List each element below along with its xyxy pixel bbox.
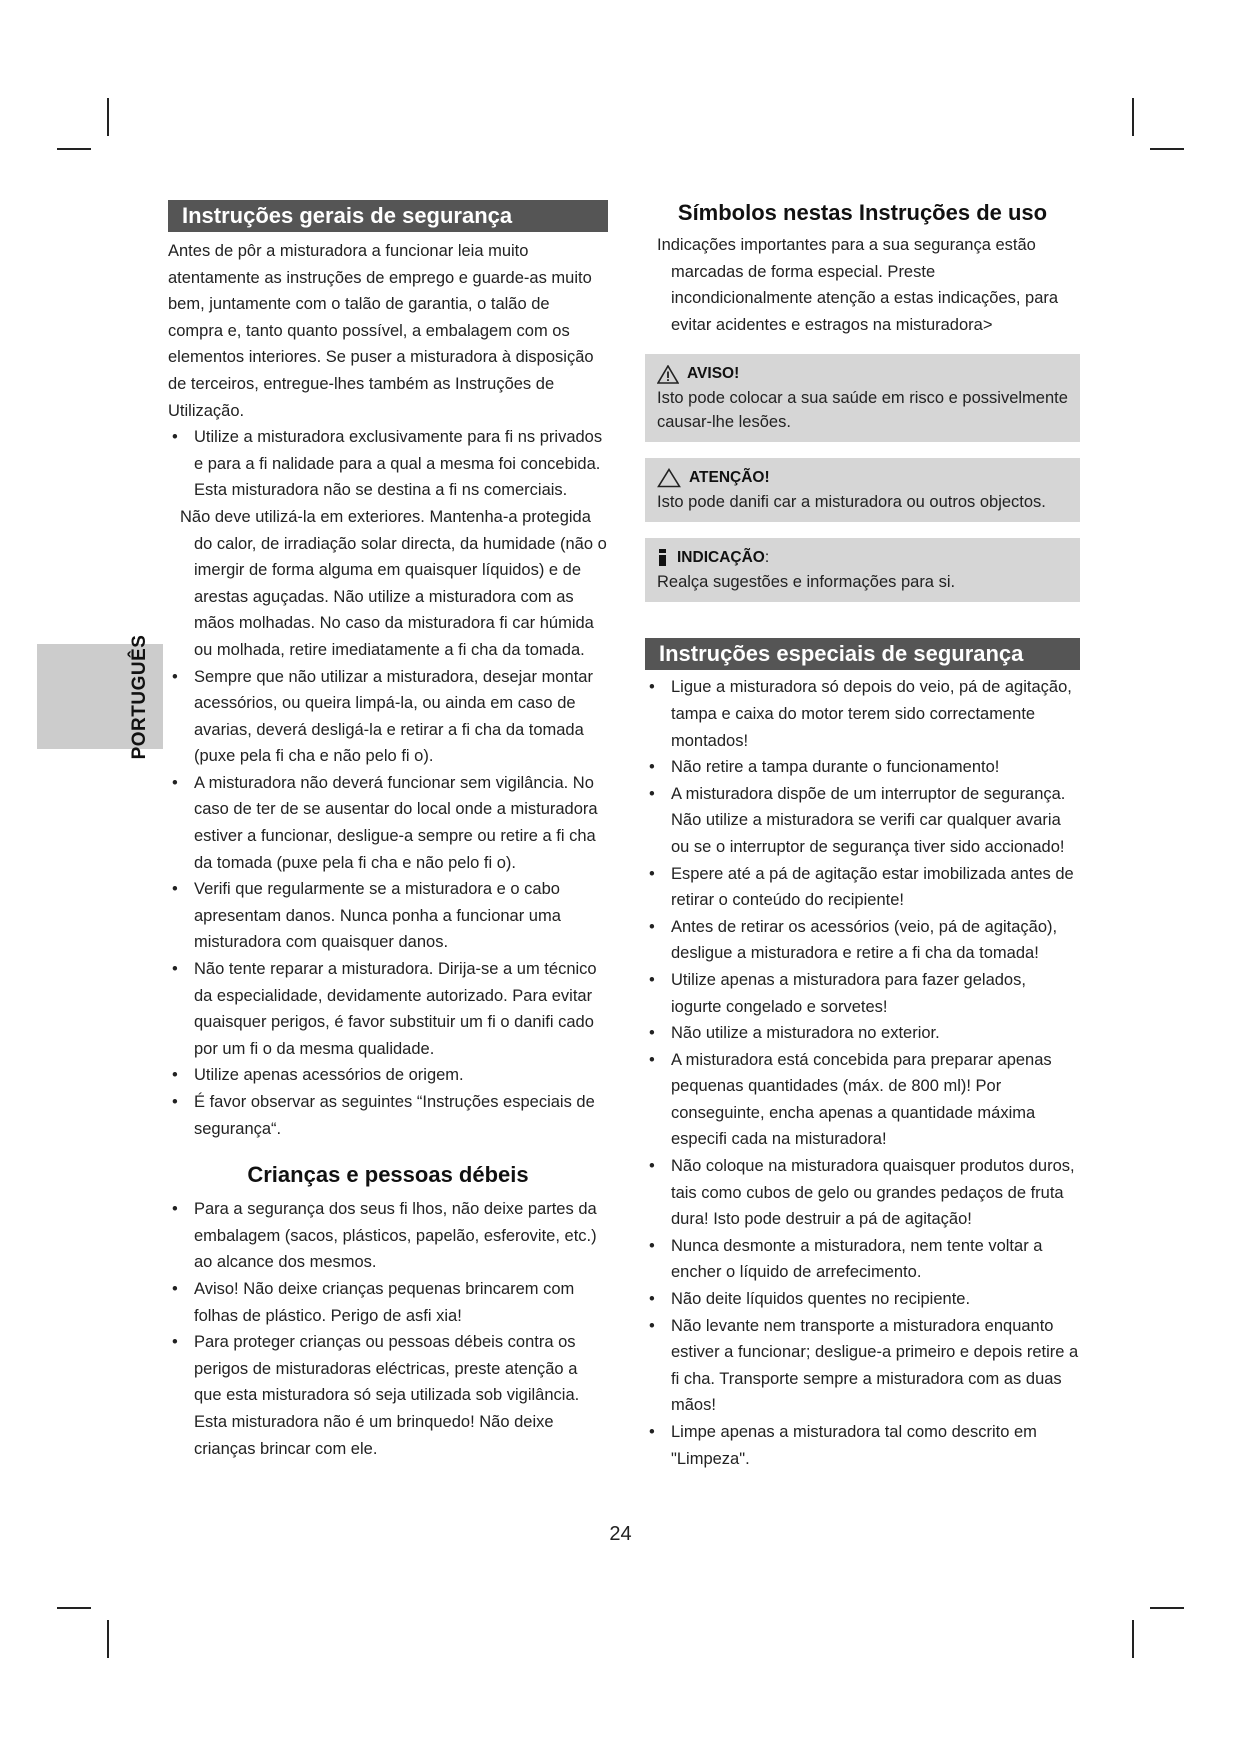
list-item: • Não utilize a misturadora no exterior. bbox=[645, 1020, 1080, 1047]
general-safety-heading: Instruções gerais de segurança bbox=[168, 200, 608, 232]
list-item: • Limpe apenas a misturadora tal como descrito em "Limpeza". bbox=[645, 1419, 1080, 1472]
list-item: • Sempre que não utilizar a misturadora, desejar montar acessórios, ou queira limpá-la, ou ainda em caso de avarias, deverá desligá-la e retirar a fi cha da tomada (puxe pela fi cha e não pelo fi o). bbox=[168, 664, 608, 770]
symbols-heading: Símbolos nestas Instruções de uso bbox=[677, 200, 1048, 225]
list-item: • Aviso! Não deixe crianças pequenas brincarem com folhas de plástico. Perigo de asfi xia! bbox=[168, 1276, 608, 1329]
crop-mark bbox=[57, 148, 91, 150]
list-item: • Espere até a pá de agitação estar imobilizada antes de retirar o conteúdo do recipiente! bbox=[645, 861, 1080, 914]
list-item: • Utilize a misturadora exclusivamente para fi ns privados e para a fi nalidade para a qual a mesma foi concebida. Esta misturadora não se destina a fi ns comerciais. bbox=[168, 424, 608, 504]
caution-title: ATENÇÃO! bbox=[689, 469, 770, 487]
caution-box bbox=[645, 458, 1080, 522]
general-bullets-a bbox=[168, 424, 608, 504]
left-column bbox=[168, 200, 608, 1462]
info-icon bbox=[657, 548, 669, 568]
list-item: • A misturadora não deverá funcionar sem vigilância. No caso de ter de se ausentar do local onde a misturadora estiver a funcionar, desligue-a sempre ou retire a fi cha da tomada (puxe pela fi cha e não pelo fi o). bbox=[168, 770, 608, 876]
crop-mark bbox=[1150, 148, 1184, 150]
list-item: • Antes de retirar os acessórios (veio, pá de agitação), desligue a misturadora e retire a fi cha da tomada! bbox=[645, 914, 1080, 967]
caution-title-row bbox=[657, 466, 1068, 490]
list-item: • Utilize apenas acessórios de origem. bbox=[168, 1062, 608, 1089]
info-title-row bbox=[657, 546, 1068, 570]
children-heading: Crianças e pessoas débeis bbox=[247, 1162, 529, 1188]
crop-mark bbox=[1150, 1607, 1184, 1609]
list-item: • Não retire a tampa durante o funcionamento! bbox=[645, 754, 1080, 781]
general-bullets-b bbox=[168, 664, 608, 1143]
special-bullets bbox=[645, 674, 1080, 1472]
list-item: • Utilize apenas a misturadora para fazer gelados, iogurte congelado e sorvetes! bbox=[645, 967, 1080, 1020]
general-paragraph: Não deve utilizá-la em exteriores. Mantenha-a protegida do calor, de irradiação solar directa, da humidade (não o imergir de forma alguma em quaisquer líquidos) e de arestas aguçadas. Não utilize a misturadora com as mãos molhadas. No caso da misturadora fi car húmida ou molhada, retire imediatamente a fi cha da tomada. bbox=[180, 507, 607, 659]
language-tab-label: PORTUGUÊS bbox=[129, 634, 150, 760]
list-item: • A misturadora dispõe de um interruptor de segurança. Não utilize a misturadora se verifi car qualquer avaria ou se o interruptor de segurança tiver sido accionado! bbox=[645, 781, 1080, 861]
info-text: Realça sugestões e informações para si. bbox=[657, 573, 956, 592]
list-item: • Não deite líquidos quentes no recipiente. bbox=[645, 1286, 1080, 1313]
crop-mark bbox=[107, 98, 109, 136]
list-item: • Verifi que regularmente se a misturadora e o cabo apresentam danos. Nunca ponha a funcionar uma misturadora com quaisquer danos. bbox=[168, 876, 608, 956]
list-item: • É favor observar as seguintes “Instruções especiais de segurança“. bbox=[168, 1089, 608, 1142]
list-item: • A misturadora está concebida para preparar apenas pequenas quantidades (máx. de 800 ml)! Por conseguinte, encha apenas a quantidade máxima especifi cada na misturadora! bbox=[645, 1047, 1080, 1153]
list-item: • Não coloque na misturadora quaisquer produtos duros, tais como cubos de gelo ou grandes pedaços de fruta dura! Isto pode destruir a pá de agitação! bbox=[645, 1153, 1080, 1233]
page-number: 24 bbox=[609, 1523, 632, 1545]
list-item: • Nunca desmonte a misturadora, nem tente voltar a encher o líquido de arrefecimento. bbox=[645, 1233, 1080, 1286]
list-item: • Ligue a misturadora só depois do veio, pá de agitação, tampa e caixa do motor terem sido correctamente montados! bbox=[645, 674, 1080, 754]
right-column bbox=[645, 200, 1080, 1472]
crop-mark bbox=[107, 1620, 109, 1658]
list-item: • Para proteger crianças ou pessoas débeis contra os perigos de misturadoras eléctricas, preste atenção a que esta misturadora só seja utilizada sob vigilância. Esta misturadora não é um brinquedo! Não deixe crianças brincar com ele. bbox=[168, 1329, 608, 1462]
warning-title: AVISO! bbox=[687, 365, 740, 383]
list-item: • Não tente reparar a misturadora. Dirija-se a um técnico da especialidade, devidamente autorizado. Para evitar quaisquer perigos, é favor substituir um fi o danifi cado por um fi o da mesma qualidade. bbox=[168, 956, 608, 1062]
warning-triangle-icon bbox=[657, 365, 679, 384]
warning-title-row bbox=[657, 362, 1068, 386]
warning-box bbox=[645, 354, 1080, 442]
list-item: • Para a segurança dos seus fi lhos, não deixe partes da embalagem (sacos, plásticos, papelão, esferovite, etc.) ao alcance dos mesmos. bbox=[168, 1196, 608, 1276]
info-title: INDICAÇÃO: bbox=[677, 549, 770, 567]
children-bullets bbox=[168, 1196, 608, 1462]
crop-mark bbox=[57, 1607, 91, 1609]
crop-mark bbox=[1132, 98, 1134, 136]
special-safety-heading: Instruções especiais de segurança bbox=[645, 638, 1080, 670]
caution-triangle-icon bbox=[657, 468, 681, 488]
warning-text: Isto pode colocar a sua saúde em risco e possivelmente causar-lhe lesões. bbox=[657, 389, 1068, 432]
general-intro: Antes de pôr a misturadora a funcionar leia muito atentamente as instruções de emprego e guarde-as muito bem, juntamente com o talão de garantia, o talão de compra e, tanto quanto possível, a embalagem com os elementos interiores. Se puser a misturadora à disposição de terceiros, entregue-lhes também as Instruções de Utilização. bbox=[168, 242, 594, 420]
info-box bbox=[645, 538, 1080, 602]
symbols-intro: Indicações importantes para a sua segurança estão marcadas de forma especial. Preste incondicionalmente atenção a estas indicações, para evitar acidentes e estragos na misturadora> bbox=[657, 236, 1059, 334]
crop-mark bbox=[1132, 1620, 1134, 1658]
list-item: • Não levante nem transporte a misturadora enquanto estiver a funcionar; desligue-a primeiro e depois retire a fi cha. Transporte sempre a misturadora com as duas mãos! bbox=[645, 1313, 1080, 1419]
caution-text: Isto pode danifi car a misturadora ou outros objectos. bbox=[657, 493, 1046, 512]
